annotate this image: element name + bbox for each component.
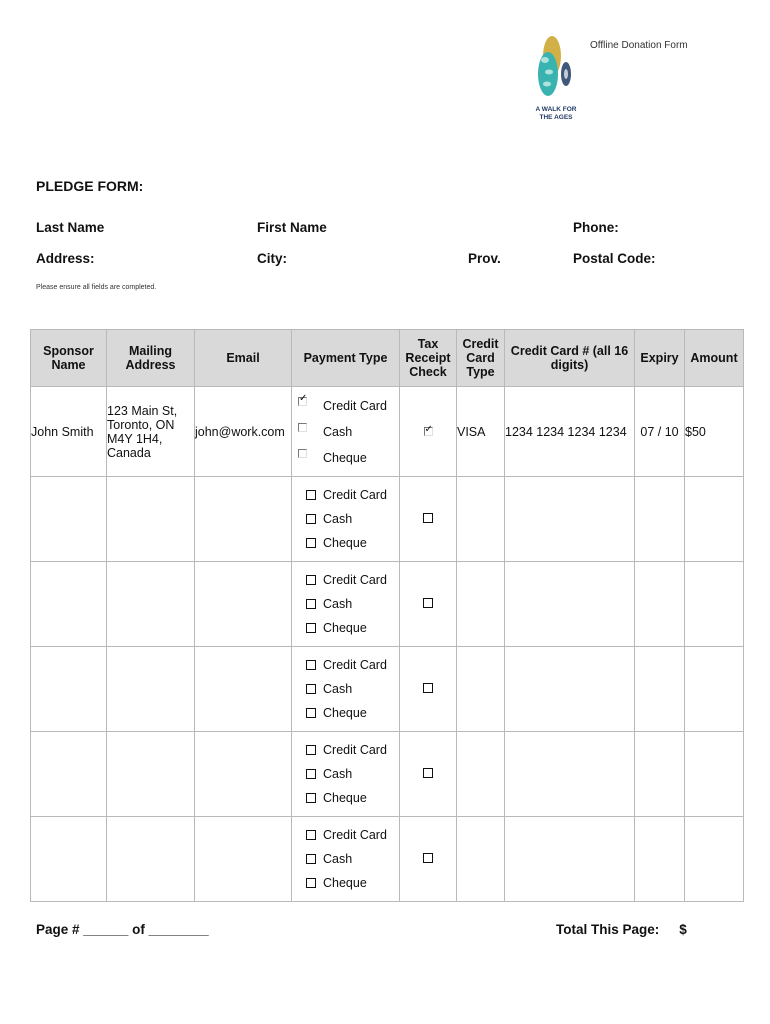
card-type-cell[interactable] xyxy=(457,477,505,562)
payment-option[interactable] xyxy=(306,507,399,531)
amount-cell[interactable]: $50 xyxy=(685,387,744,477)
footprints-logo-icon xyxy=(538,36,571,96)
email-cell[interactable] xyxy=(195,477,292,562)
payment-option-label: Cheque xyxy=(323,876,367,890)
table-header-row xyxy=(31,330,744,387)
amount-cell[interactable] xyxy=(685,732,744,817)
page-number-label: Page # ______ of ________ xyxy=(36,922,209,937)
payment-checkbox[interactable] xyxy=(306,599,316,609)
header-amount: Amount xyxy=(685,330,744,387)
total-dollar: $ xyxy=(679,922,687,937)
amount-cell[interactable] xyxy=(685,817,744,902)
card-number-cell[interactable] xyxy=(505,647,635,732)
mailing-address-cell[interactable]: 123 Main St, Toronto, ON M4Y 1H4, Canada xyxy=(107,387,195,477)
logo-line2: THE AGES xyxy=(539,114,573,121)
payment-option[interactable] xyxy=(306,823,399,847)
sponsor-name-cell[interactable] xyxy=(31,817,107,902)
address-label: Address: xyxy=(36,251,95,266)
tax-receipt-cell xyxy=(400,477,457,562)
card-type-cell[interactable]: VISA xyxy=(457,387,505,477)
amount-cell[interactable] xyxy=(685,477,744,562)
header-mailing-address: Mailing Address xyxy=(107,330,195,387)
payment-type-cell xyxy=(292,477,400,562)
card-type-cell[interactable] xyxy=(457,562,505,647)
card-type-cell[interactable] xyxy=(457,732,505,817)
card-number-cell[interactable] xyxy=(505,562,635,647)
header-tax-receipt: Tax Receipt Check xyxy=(400,330,457,387)
table-row xyxy=(31,647,744,732)
payment-option-label: Cheque xyxy=(323,706,367,720)
amount-cell[interactable] xyxy=(685,647,744,732)
payment-option[interactable] xyxy=(306,568,399,592)
sponsor-name-cell[interactable] xyxy=(31,647,107,732)
table-row xyxy=(31,387,744,477)
payment-option-label: Cheque xyxy=(323,450,367,465)
payment-option[interactable] xyxy=(306,483,399,507)
check-mark-icon: ✓ xyxy=(424,423,433,435)
tax-receipt-cell xyxy=(400,817,457,902)
payment-option[interactable] xyxy=(306,786,399,810)
payment-type-cell xyxy=(292,387,400,477)
expiry-cell[interactable] xyxy=(635,817,685,902)
payment-option-label: Credit Card xyxy=(323,573,387,587)
payment-option-label: Cash xyxy=(323,682,353,696)
payment-type-cell xyxy=(292,562,400,647)
table-row xyxy=(31,477,744,562)
payment-checkbox[interactable] xyxy=(306,514,316,524)
payment-option[interactable] xyxy=(306,531,399,555)
card-number-cell[interactable] xyxy=(505,817,635,902)
payment-option[interactable] xyxy=(306,738,399,762)
payment-option[interactable] xyxy=(306,677,399,701)
mailing-address-cell[interactable] xyxy=(107,562,195,647)
payment-option[interactable] xyxy=(306,592,399,616)
first-name-label: First Name xyxy=(257,220,327,235)
payment-option-credit-card[interactable] xyxy=(298,393,399,419)
header-email: Email xyxy=(195,330,292,387)
mailing-address-cell[interactable] xyxy=(107,817,195,902)
payment-checkbox[interactable] xyxy=(306,490,316,500)
payment-option-label: Credit Card xyxy=(323,658,387,672)
payment-option[interactable] xyxy=(306,653,399,677)
payment-type-cell xyxy=(292,817,400,902)
sponsor-name-cell[interactable]: John Smith xyxy=(31,387,107,477)
payment-checkbox[interactable] xyxy=(306,878,316,888)
table-row xyxy=(31,817,744,902)
payment-option[interactable] xyxy=(306,616,399,640)
walk-for-the-ages-logo xyxy=(532,34,582,130)
payment-option-label: Credit Card xyxy=(323,488,387,502)
city-label: City: xyxy=(257,251,287,266)
payment-option[interactable] xyxy=(306,847,399,871)
amount-cell[interactable] xyxy=(685,562,744,647)
payment-option-label: Cash xyxy=(323,852,353,866)
payment-option-label: Credit Card xyxy=(323,398,387,413)
sponsor-name-cell[interactable] xyxy=(31,562,107,647)
postal-code-label: Postal Code: xyxy=(573,251,656,266)
payment-checkbox[interactable] xyxy=(306,708,316,718)
payment-option-label: Cash xyxy=(323,512,353,526)
card-number-cell[interactable] xyxy=(505,477,635,562)
tax-receipt-checkbox[interactable] xyxy=(423,683,433,693)
page-title: PLEDGE FORM: xyxy=(36,178,144,194)
expiry-cell[interactable] xyxy=(635,477,685,562)
email-cell[interactable] xyxy=(195,732,292,817)
total-this-page xyxy=(556,922,687,937)
payment-option-label: Cash xyxy=(323,767,353,781)
tax-receipt-checkbox[interactable] xyxy=(423,513,433,523)
expiry-cell[interactable] xyxy=(635,732,685,817)
table-row xyxy=(31,732,744,817)
payment-option[interactable] xyxy=(306,762,399,786)
payment-checkbox[interactable] xyxy=(306,854,316,864)
payment-checkbox[interactable] xyxy=(306,745,316,755)
total-label: Total This Page: xyxy=(556,922,660,937)
header-payment-type: Payment Type xyxy=(292,330,400,387)
payment-checkbox[interactable] xyxy=(306,684,316,694)
payment-option-label: Cheque xyxy=(323,536,367,550)
payment-option-label: Cash xyxy=(323,597,353,611)
payment-option[interactable] xyxy=(306,701,399,725)
card-number-cell[interactable] xyxy=(505,732,635,817)
mailing-address-cell[interactable] xyxy=(107,477,195,562)
payment-type-cell xyxy=(292,732,400,817)
payment-checkbox[interactable] xyxy=(306,575,316,585)
payment-option-label: Cash xyxy=(323,424,353,439)
payment-option[interactable] xyxy=(306,871,399,895)
check-mark-icon: ✓ xyxy=(299,393,308,404)
checkbox-cash[interactable] xyxy=(298,423,307,432)
payment-option-cheque[interactable] xyxy=(298,445,399,471)
phone-label: Phone: xyxy=(573,220,619,235)
sponsor-name-cell[interactable] xyxy=(31,732,107,817)
mailing-address-cell[interactable] xyxy=(107,647,195,732)
card-number-cell[interactable]: 1234 1234 1234 1234 xyxy=(505,387,635,477)
header-card-number: Credit Card # (all 16 digits) xyxy=(505,330,635,387)
checkbox-cheque[interactable] xyxy=(298,449,307,458)
email-cell[interactable] xyxy=(195,647,292,732)
tax-receipt-checkbox[interactable] xyxy=(423,598,433,608)
completion-note: Please ensure all fields are completed. xyxy=(36,284,157,291)
header-card-type: Credit Card Type xyxy=(457,330,505,387)
prov-label: Prov. xyxy=(468,251,501,266)
payment-checkbox[interactable] xyxy=(306,623,316,633)
table-row xyxy=(31,562,744,647)
tax-receipt-checkbox[interactable] xyxy=(423,853,433,863)
header-sponsor-name: Sponsor Name xyxy=(31,330,107,387)
payment-option-label: Credit Card xyxy=(323,743,387,757)
tax-receipt-cell xyxy=(400,387,457,477)
tax-receipt-checkbox[interactable] xyxy=(423,768,433,778)
payment-checkbox[interactable] xyxy=(306,830,316,840)
payment-option-label: Credit Card xyxy=(323,828,387,842)
email-cell[interactable] xyxy=(195,817,292,902)
expiry-cell[interactable] xyxy=(635,562,685,647)
email-cell[interactable]: john@work.com xyxy=(195,387,292,477)
tax-receipt-cell xyxy=(400,562,457,647)
tax-receipt-cell xyxy=(400,647,457,732)
payment-type-cell xyxy=(292,647,400,732)
pledge-table xyxy=(30,329,744,902)
expiry-cell[interactable]: 07 / 10 xyxy=(635,387,685,477)
expiry-cell[interactable] xyxy=(635,647,685,732)
logo-line1: A WALK FOR xyxy=(535,106,577,113)
card-type-cell[interactable] xyxy=(457,647,505,732)
tax-receipt-cell xyxy=(400,732,457,817)
form-tag: Offline Donation Form xyxy=(590,40,688,51)
payment-checkbox[interactable] xyxy=(306,769,316,779)
tax-receipt-checkbox[interactable] xyxy=(424,423,433,436)
payment-option-label: Cheque xyxy=(323,791,367,805)
sponsor-name-cell[interactable] xyxy=(31,477,107,562)
mailing-address-cell[interactable] xyxy=(107,732,195,817)
checkbox-credit-card[interactable] xyxy=(298,393,308,406)
payment-option-label: Cheque xyxy=(323,621,367,635)
last-name-label: Last Name xyxy=(36,220,105,235)
payment-checkbox[interactable] xyxy=(306,793,316,803)
payment-checkbox[interactable] xyxy=(306,660,316,670)
card-type-cell[interactable] xyxy=(457,817,505,902)
payment-option-cash[interactable] xyxy=(298,419,399,445)
header-expiry: Expiry xyxy=(635,330,685,387)
payment-checkbox[interactable] xyxy=(306,538,316,548)
email-cell[interactable] xyxy=(195,562,292,647)
